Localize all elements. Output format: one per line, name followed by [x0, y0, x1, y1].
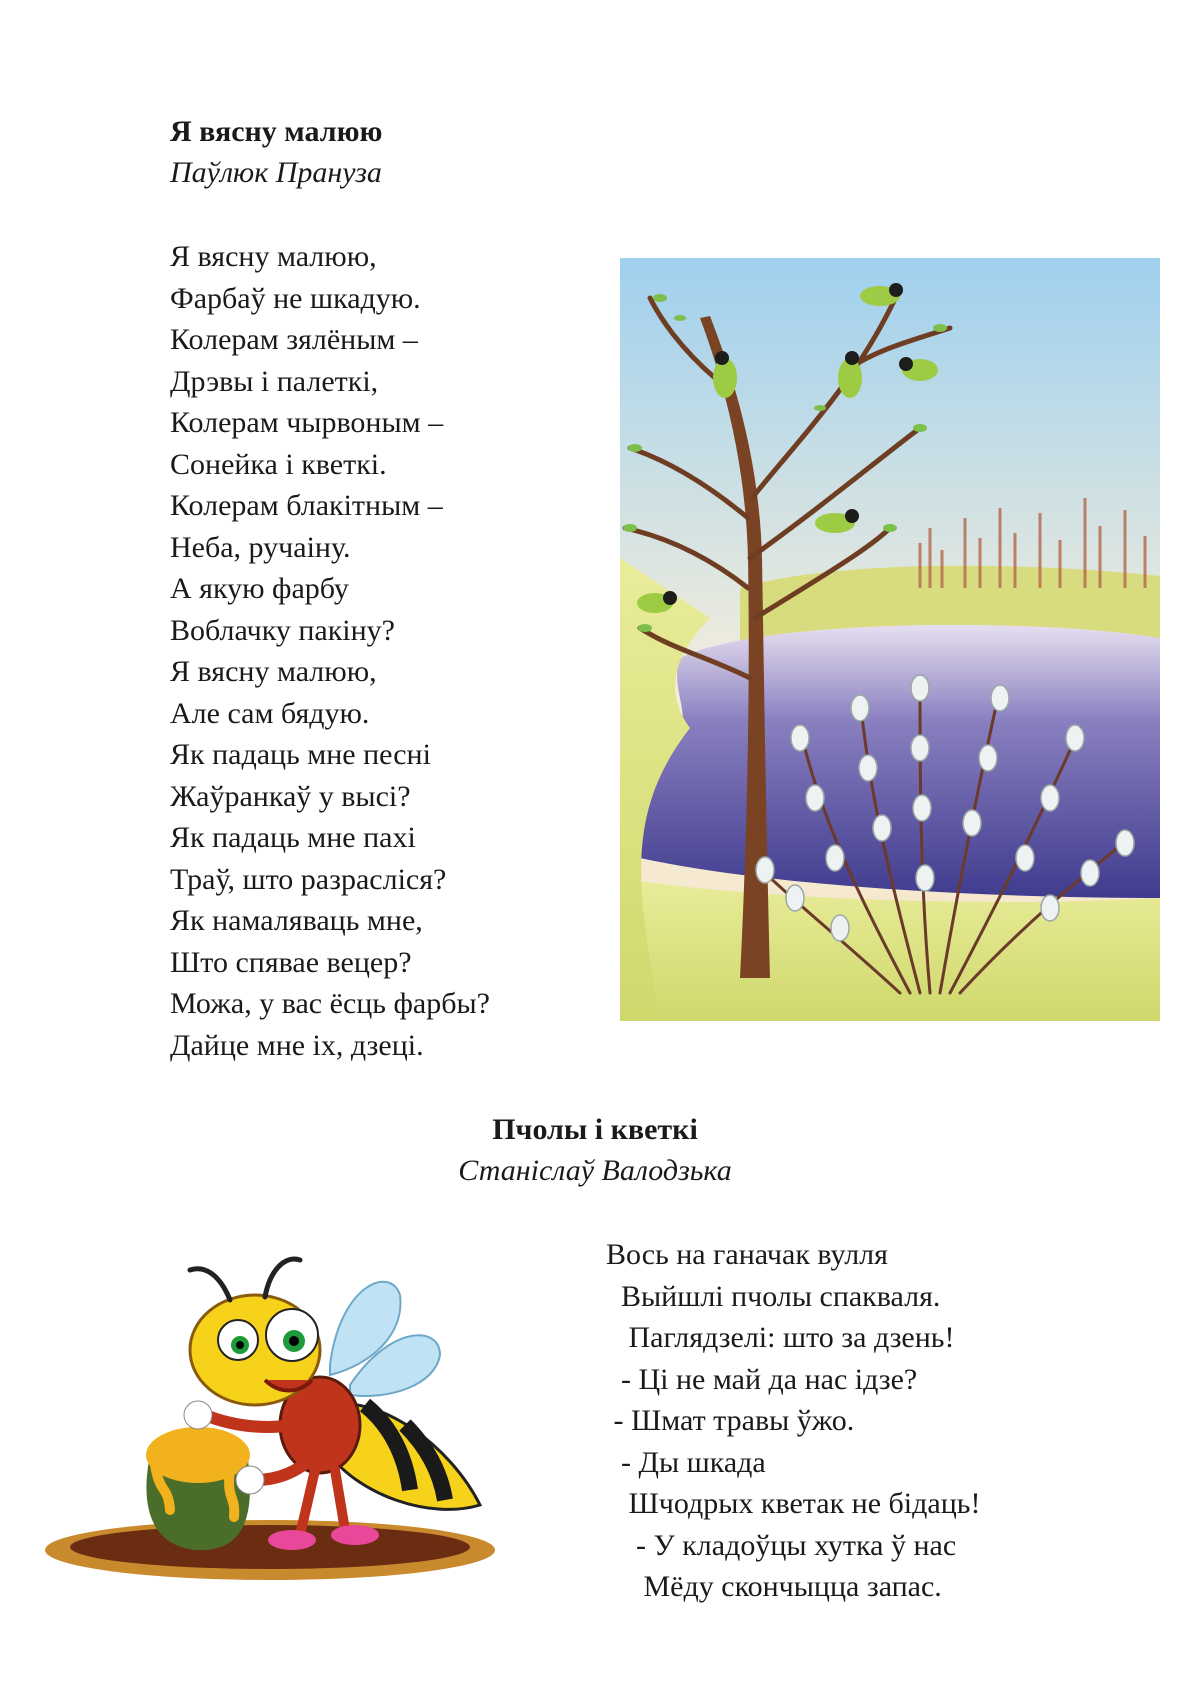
poem1-author: Паўлюк Пранузa	[170, 156, 382, 189]
poem1-line: Што спявае вецер?	[170, 945, 412, 979]
poem2-author: Станіслаў Валодзька	[458, 1154, 732, 1187]
poem2-line: Паглядзелі: што за дзень!	[606, 1321, 955, 1354]
poem2-line: - У кладоўцы хутка ў нас	[606, 1528, 957, 1562]
poem1-line: Дрэвы і палеткі,	[170, 364, 379, 398]
poem1-line: Колерам чырвоным –	[170, 406, 444, 439]
poem1-line: Як падаць мне пахі	[170, 821, 416, 854]
poem1-line: Воблачку пакіну?	[170, 613, 395, 647]
poem1-line: Жаўранкаў у высі?	[170, 779, 411, 813]
poem2-line: Шчодрых кветак не бiдаць!	[606, 1487, 981, 1520]
poem2-line: - Шмат травы ўжо.	[606, 1404, 855, 1437]
poem1-body	[170, 236, 490, 1066]
poem1-line: Фарбаў не шкадую.	[170, 281, 421, 315]
bee-honey-icon	[30, 1255, 500, 1585]
poem2-title: Пчолы і кветкі	[492, 1113, 698, 1146]
poem1-line: Я вясну малюю,	[170, 655, 377, 688]
poem1-line: Але сам бядую.	[170, 696, 370, 730]
poem2-line: - Ці не май да нас ідзе?	[606, 1362, 918, 1396]
poem2-line: Вось на ганачак вулля	[606, 1238, 888, 1271]
poem1-line: Як намаляваць мне,	[170, 904, 423, 937]
poem2-line: - Ды шкада	[606, 1445, 766, 1479]
poem1-line: Колерам зялёным –	[170, 323, 418, 356]
poem2-line: Выйшлі пчолы спакваля.	[606, 1279, 941, 1313]
poem1-line: Неба, ручаіну.	[170, 530, 351, 564]
poem1-line: Сонейка і кветкі.	[170, 447, 387, 481]
poem1-title: Я вясну малюю	[170, 115, 383, 148]
poem1-line: Дайце мне іх, дзеці.	[170, 1028, 424, 1062]
poem1-line: Можа, у вас ёсць фарбы?	[170, 987, 490, 1020]
spring-illustration-icon	[620, 258, 1160, 1021]
poem1-line: Траў, што разраслiся?	[170, 862, 447, 896]
poem1-line: Як падаць мне песні	[170, 738, 431, 771]
poem1-line: А якую фарбу	[170, 572, 349, 605]
poem2-body	[606, 1234, 980, 1608]
poem2-line: Мёду скончыцца запас.	[606, 1570, 942, 1603]
poem1-line: Я вясну малюю,	[170, 240, 377, 273]
poem1-line: Колерам блакітным –	[170, 489, 443, 522]
